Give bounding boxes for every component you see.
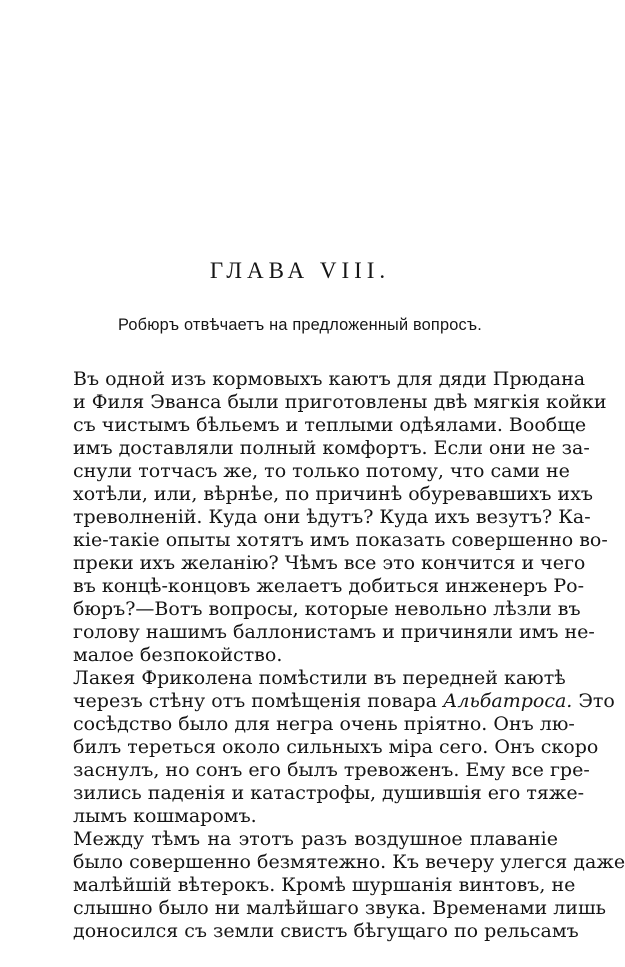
paragraph-3-line-5: доносился съ земли свистъ бѣгущаго по рельсамъ [73, 920, 579, 942]
paragraph-1-line-5: снули тотчасъ же, то только потому, что сами не [73, 460, 570, 482]
paragraph-3-line-3: малѣйшій вѣтерокъ. Кромѣ шуршанія винтовъ, не [73, 874, 576, 896]
paragraph-2-line-2-end: Это [572, 690, 615, 712]
paragraph-1-line-8: кіе-такіе опыты хотятъ имъ показать совершенно во- [73, 529, 608, 551]
paragraph-2-line-4: билъ тереться около сильныхъ міра сего. Онъ скоро [73, 736, 599, 758]
paragraph-2-line-5: заснулъ, но сонъ его былъ тревоженъ. Ему все гре- [73, 759, 590, 781]
paragraph-1-line-13: малое безпокойство. [73, 644, 283, 666]
paragraph-1-line-10: въ концѣ-концовъ желаетъ добиться инженеръ Ро- [73, 575, 585, 597]
paragraph-2-line-3: сосѣдство было для негра очень пріятно. Онъ лю- [73, 713, 575, 735]
paragraph-2-line-6: зились паденія и катастрофы, душившія его тяже- [73, 782, 585, 804]
paragraph-1-line-11: бюръ?—Вотъ вопросы, которые невольно лѣзли въ [73, 598, 581, 620]
paragraph-1-line-4: имъ доставляли полный комфортъ. Если они не за- [73, 437, 590, 459]
paragraph-2-line-2 [73, 690, 615, 713]
ship-name: Альбатроса. [442, 690, 573, 712]
paragraph-3-line-4: слышно было ни малѣйшаго звука. Временами лишь [73, 897, 606, 919]
paragraph-1-line-9: преки ихъ желанію? Чѣмъ все это кончится и чего [73, 552, 586, 574]
paragraph-3-line-1: Между тѣмъ на этотъ разъ воздушное плаваніе [73, 828, 558, 850]
paragraph-2-line-2-start: черезъ стѣну отъ помѣщенія повара [73, 690, 443, 712]
paragraph-1-line-3: съ чистымъ бѣльемъ и теплыми одѣялами. Вообще [73, 414, 587, 436]
paragraph-1-line-2: и Филя Эванса были приготовлены двѣ мягкія койки [73, 391, 607, 413]
paragraph-2-line-7: лымъ кошмаромъ. [73, 805, 257, 827]
paragraph-1-line-1: Въ одной изъ кормовыхъ каютъ для дяди Прюдана [73, 368, 586, 390]
paragraph-1-line-6: хотѣли, или, вѣрнѣе, по причинѣ обуревавшихъ ихъ [73, 483, 594, 505]
paragraph-2-line-1: Лакея Фриколена помѣстили въ передней каютѣ [73, 667, 566, 689]
chapter-subtitle: Робюръ отвѣчаетъ на предложенный вопросъ. [118, 315, 482, 334]
paragraph-1-line-7: треволненій. Куда они ѣдутъ? Куда ихъ везутъ? Ка- [73, 506, 591, 528]
chapter-title: ГЛАВА VIII. [209, 258, 391, 283]
paragraph-1-line-12: голову нашимъ баллонистамъ и причиняли имъ не- [73, 621, 595, 643]
paragraph-3-line-2: было совершенно безмятежно. Къ вечеру улегся даже [73, 851, 625, 873]
